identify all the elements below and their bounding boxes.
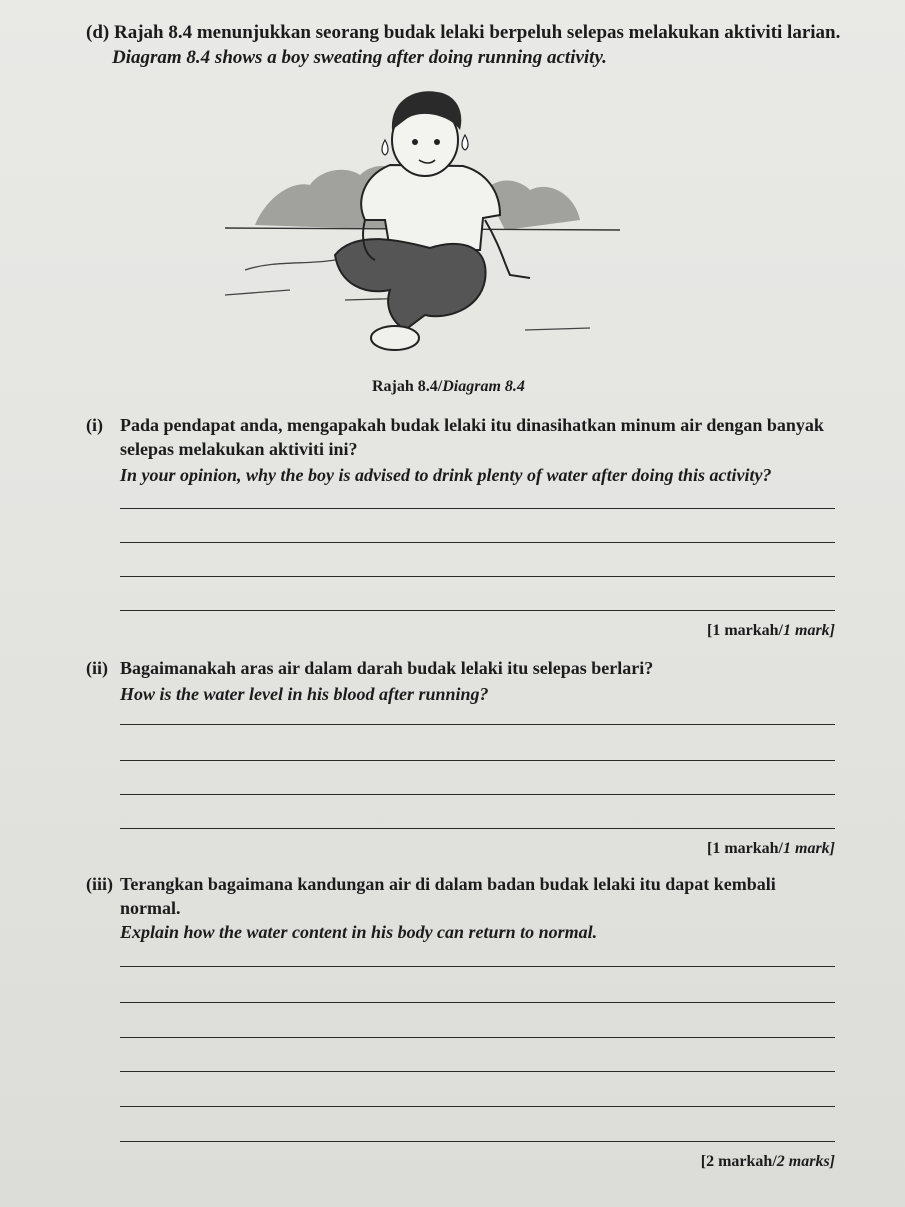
sweat-drop-icon (462, 135, 468, 150)
boy-shirt (361, 165, 500, 250)
mark-allocation: [1 markah/1 mark] (707, 622, 835, 639)
boy-legs (335, 239, 486, 330)
answer-line[interactable] (120, 1071, 835, 1072)
answer-line[interactable] (120, 760, 835, 761)
boy-shoe (371, 326, 419, 350)
question-text-en: In your opinion, why the boy is advised to drink plenty of water after doing this activity? (120, 465, 772, 485)
question-number: (iii) (86, 874, 113, 894)
header-text-ms: Rajah 8.4 menunjukkan seorang budak lelaki berpeluh selepas melakukan aktiviti larian. (113, 22, 841, 43)
answer-line[interactable] (120, 794, 835, 795)
question-number: (i) (86, 415, 103, 435)
question-text-ms-cont: selepas melakukan aktiviti ini? (120, 439, 358, 459)
question-text-en: How is the water level in his blood after running? (120, 684, 489, 704)
question-text-ms-cont: normal. (120, 898, 181, 918)
question-number: (ii) (86, 658, 108, 678)
answer-line[interactable] (120, 508, 835, 509)
answer-line[interactable] (120, 542, 835, 543)
answer-line[interactable] (120, 576, 835, 577)
answer-line[interactable] (120, 1037, 835, 1038)
answer-line[interactable] (120, 724, 835, 725)
answer-line[interactable] (120, 1141, 835, 1142)
mark-allocation: [1 markah/1 mark] (707, 840, 835, 857)
question-label: (d) (86, 22, 110, 43)
mark-allocation: [2 markah/2 marks] (700, 1153, 835, 1170)
answer-line[interactable] (120, 610, 835, 611)
answer-line[interactable] (120, 828, 835, 829)
answer-line[interactable] (120, 1106, 835, 1107)
header-text-en: Diagram 8.4 shows a boy sweating after doing running activity. (112, 47, 607, 68)
question-text-ms: Bagaimanakah aras air dalam darah budak lelaki itu selepas berlari? (120, 658, 654, 678)
diagram-boy-sweating (215, 80, 625, 370)
question-text-ms: Pada pendapat anda, mengapakah budak lelaki itu dinasihatkan minum air dengan banyak (120, 415, 824, 435)
answer-line[interactable] (120, 1002, 835, 1003)
question-text-ms: Terangkan bagaimana kandungan air di dalam badan budak lelaki itu dapat kembali (120, 874, 776, 894)
question-text-en: Explain how the water content in his body can return to normal. (120, 922, 598, 942)
answer-line[interactable] (120, 966, 835, 967)
diagram-caption: Rajah 8.4/Diagram 8.4 (372, 378, 525, 395)
question-header (86, 22, 841, 68)
